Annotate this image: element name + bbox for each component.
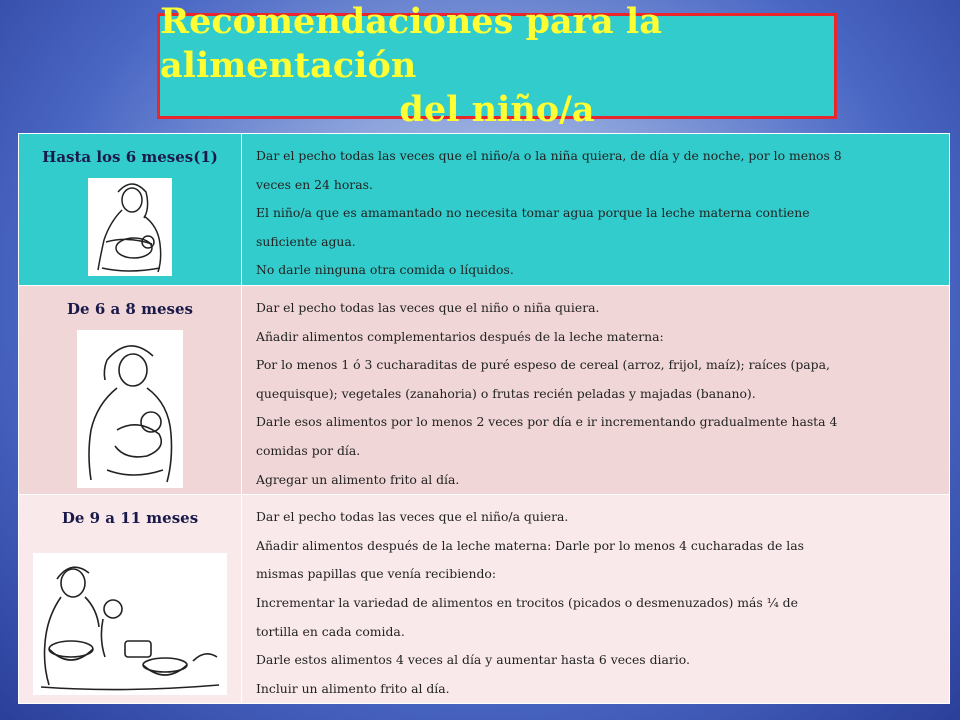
text-line: No darle ninguna otra comida o líquidos. — [256, 262, 514, 278]
text-line: Añadir alimentos después de la leche materna: Darle por lo menos 4 cucharadas de las — [256, 537, 804, 553]
text-line: Incrementar la variedad de alimentos en trocitos (picados o desmenuzados) más ¼ de — [256, 594, 798, 610]
age-cell — [19, 285, 242, 494]
recommendation-text — [242, 285, 950, 494]
mother-feeding-child-icon — [33, 553, 227, 695]
text-line: comidas por día. — [256, 442, 361, 458]
text-line: Incluir un alimento frito al día. — [256, 680, 450, 696]
text-line: Dar el pecho todas las veces que el niño/a o la niña quiera, de día y de noche, por lo menos 8 — [256, 148, 842, 163]
table-row — [19, 285, 950, 494]
table-row — [19, 134, 950, 286]
text-line: suficiente agua. — [256, 233, 356, 249]
text-line: El niño/a que es amamantado no necesita tomar agua porque la leche materna contiene — [256, 205, 810, 221]
text-line: Darle esos alimentos por lo menos 2 veces por día e ir incrementando gradualmente hasta 4 — [256, 414, 838, 430]
recommendation-text — [242, 134, 950, 286]
text-line: Agregar un alimento frito al día. — [256, 471, 460, 487]
text-line: Dar el pecho todas las veces que el niño/a quiera. — [256, 509, 569, 525]
text-line: quequisque); vegetales (zanahoria) o frutas recién peladas y majadas (banano). — [256, 385, 756, 401]
mother-breastfeeding-icon — [88, 178, 172, 276]
age-label: Hasta los 6 meses(1) — [42, 148, 218, 166]
table-row — [19, 495, 950, 704]
text-line: mismas papillas que venía recibiendo: — [256, 566, 497, 582]
age-label: De 6 a 8 meses — [67, 299, 193, 318]
title-line-1: Recomendaciones para la alimentación — [160, 1, 662, 86]
recommendations-table — [18, 133, 950, 704]
text-line: Por lo menos 1 ó 3 cucharaditas de puré espeso de cereal (arroz, frijol, maíz); raíces (papa, — [256, 357, 830, 373]
text-line: Darle estos alimentos 4 veces al día y aumentar hasta 6 veces diario. — [256, 652, 690, 668]
text-line: veces en 24 horas. — [256, 176, 373, 192]
recommendation-text — [242, 495, 950, 704]
age-label: De 9 a 11 meses — [61, 509, 199, 528]
age-cell — [19, 495, 242, 704]
age-cell — [19, 134, 242, 286]
title-line-2: del niño/a — [399, 89, 595, 130]
text-line: Añadir alimentos complementarios después de la leche materna: — [256, 328, 664, 344]
mother-holding-baby-icon — [77, 330, 183, 488]
text-line: tortilla en cada comida. — [256, 623, 405, 639]
text-line: Dar el pecho todas las veces que el niño o niña quiera. — [256, 299, 600, 315]
title-box — [157, 1, 837, 130]
